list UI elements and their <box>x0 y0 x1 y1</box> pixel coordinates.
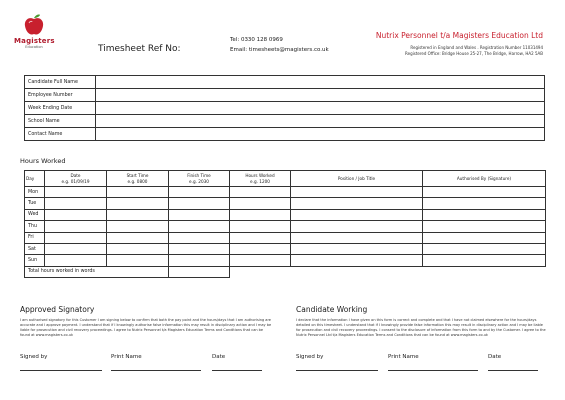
hours-entry-cell[interactable] <box>291 221 423 232</box>
hours-entry-cell[interactable] <box>230 187 291 198</box>
employee-number-field[interactable] <box>96 89 545 102</box>
total-hours-label: Total hours worked in words <box>25 266 169 277</box>
hours-entry-cell[interactable] <box>423 209 546 220</box>
total-hours-row <box>25 266 546 277</box>
candidate-signature-line[interactable] <box>296 370 378 371</box>
hours-column-header: Date e.g. 01/09/19 <box>45 171 107 187</box>
apple-icon <box>24 14 44 36</box>
approver-date-line[interactable] <box>212 370 262 371</box>
candidate-print-name-line[interactable] <box>388 370 478 371</box>
hours-entry-cell[interactable] <box>169 232 230 243</box>
approved-signatory-text: I am authorised signatory for this Customer I am signing below to confirm that both the pay point and the hours/days that I am authorising are accurate and I approve payment. I understand that if I knowingly authorise false information this may result in disciplinary action and I may be liable for prosecution and civil recovery proceedings. I agree to Nutrix Personnel t/a Magisters Education Terms and Conditions that can be found at www.magisters.co.uk <box>20 318 272 338</box>
table-row <box>25 255 546 266</box>
approver-signed-by-label: Signed by <box>20 354 48 360</box>
hours-entry-cell[interactable] <box>230 209 291 220</box>
hours-entry-cell[interactable] <box>45 209 107 220</box>
hours-entry-cell[interactable] <box>107 232 169 243</box>
hours-entry-cell[interactable] <box>45 221 107 232</box>
brand-name: Magisters <box>14 37 55 45</box>
hours-entry-cell[interactable] <box>169 198 230 209</box>
registered-office: Registered Office: Bridge House 25-27, The Bridge, Harrow, HA2 5AB <box>405 51 543 56</box>
hours-entry-cell[interactable] <box>107 243 169 254</box>
table-row <box>25 198 546 209</box>
hours-entry-cell[interactable] <box>45 255 107 266</box>
timesheet-ref-label: Timesheet Ref No: <box>98 44 181 54</box>
details-row <box>25 128 545 141</box>
hours-column-header: Day <box>25 171 45 187</box>
candidate-date-line[interactable] <box>488 370 538 371</box>
details-row <box>25 115 545 128</box>
details-row <box>25 102 545 115</box>
hours-entry-cell[interactable] <box>169 221 230 232</box>
hours-entry-cell[interactable] <box>230 198 291 209</box>
candidate-working-title: Candidate Working <box>296 305 368 314</box>
hours-entry-cell[interactable] <box>423 255 546 266</box>
day-label: Wed <box>25 209 45 220</box>
table-row <box>25 187 546 198</box>
hours-entry-cell[interactable] <box>107 255 169 266</box>
hours-column-header: Position / Job Title <box>291 171 423 187</box>
registration-info: Registered in England and Wales . Registration Number 11031494 <box>410 45 543 50</box>
approver-date-label: Date <box>212 354 226 360</box>
company-name: Nutrix Personnel t/a Magisters Education Ltd <box>375 31 543 40</box>
hours-entry-cell[interactable] <box>107 209 169 220</box>
hours-entry-cell[interactable] <box>45 198 107 209</box>
hours-column-header: Authorised By (Signature) <box>423 171 546 187</box>
hours-column-header: Start Time e.g. 0800 <box>107 171 169 187</box>
hours-entry-cell[interactable] <box>291 255 423 266</box>
day-label: Tue <box>25 198 45 209</box>
hours-entry-cell[interactable] <box>169 243 230 254</box>
details-label: School Name <box>25 115 96 128</box>
hours-entry-cell[interactable] <box>423 221 546 232</box>
hours-entry-cell[interactable] <box>107 187 169 198</box>
approver-print-name-line[interactable] <box>111 370 201 371</box>
candidate-working-text: I declare that the information I have given on this form is correct and complete and that I have not claimed elsewhere for the hours/days detailed on this timesheet. I understand that if I knowingly provide false information this may result in disciplinary action and I may be liable for prosecution and civil recovery proceedings. I consent to the disclosure of information from this form to and by the Customer. I agree to the Nutrix Personnel Ltd t/a Magisters Education Terms and Conditions that can be found at www.magisters.co.uk <box>296 318 546 338</box>
details-label: Contact Name <box>25 128 96 141</box>
hours-entry-cell[interactable] <box>230 243 291 254</box>
details-label: Week Ending Date <box>25 102 96 115</box>
email-address[interactable]: Email: timesheets@magisters.co.uk <box>230 47 329 53</box>
hours-header-row <box>25 171 546 187</box>
hours-entry-cell[interactable] <box>169 187 230 198</box>
hours-entry-cell[interactable] <box>107 221 169 232</box>
details-row <box>25 89 545 102</box>
hours-entry-cell[interactable] <box>45 232 107 243</box>
candidate-print-name-label: Print Name <box>388 354 419 360</box>
approved-signatory-title: Approved Signatory <box>20 305 95 314</box>
candidate-details-table <box>24 75 545 141</box>
contact-name-field[interactable] <box>96 128 545 141</box>
day-label: Fri <box>25 232 45 243</box>
table-row <box>25 232 546 243</box>
day-label: Sun <box>25 255 45 266</box>
approver-print-name-label: Print Name <box>111 354 142 360</box>
hours-column-header: Hours Worked e.g. 1200 <box>230 171 291 187</box>
hours-entry-cell[interactable] <box>291 187 423 198</box>
total-hours-field[interactable] <box>169 266 230 277</box>
hours-worked-title: Hours Worked <box>20 157 66 165</box>
hours-entry-cell[interactable] <box>107 198 169 209</box>
hours-entry-cell[interactable] <box>291 209 423 220</box>
hours-worked-table <box>24 170 546 278</box>
hours-entry-cell[interactable] <box>291 198 423 209</box>
hours-entry-cell[interactable] <box>45 187 107 198</box>
hours-entry-cell[interactable] <box>423 198 546 209</box>
day-label: Thu <box>25 221 45 232</box>
table-row <box>25 209 546 220</box>
hours-entry-cell[interactable] <box>291 232 423 243</box>
candidate-date-label: Date <box>488 354 502 360</box>
table-row <box>25 221 546 232</box>
hours-entry-cell[interactable] <box>169 255 230 266</box>
table-row <box>25 243 546 254</box>
hours-entry-cell[interactable] <box>423 187 546 198</box>
hours-entry-cell[interactable] <box>230 255 291 266</box>
hours-entry-cell[interactable] <box>169 209 230 220</box>
approver-signature-line[interactable] <box>20 370 102 371</box>
hours-entry-cell[interactable] <box>423 243 546 254</box>
hours-entry-cell[interactable] <box>230 221 291 232</box>
brand-subtitle: Education <box>25 45 43 49</box>
hours-column-header: Finish Time e.g. 2030 <box>169 171 230 187</box>
hours-entry-cell[interactable] <box>291 243 423 254</box>
details-row <box>25 76 545 89</box>
week-ending-field[interactable] <box>96 102 545 115</box>
details-label: Candidate Full Name <box>25 76 96 89</box>
telephone: Tel: 0330 128 0969 <box>230 37 283 43</box>
school-name-field[interactable] <box>96 115 545 128</box>
magisters-logo <box>14 14 54 49</box>
day-label: Mon <box>25 187 45 198</box>
details-label: Employee Number <box>25 89 96 102</box>
candidate-name-field[interactable] <box>96 76 545 89</box>
day-label: Sat <box>25 243 45 254</box>
hours-entry-cell[interactable] <box>230 232 291 243</box>
hours-entry-cell[interactable] <box>45 243 107 254</box>
hours-entry-cell[interactable] <box>423 232 546 243</box>
candidate-signed-by-label: Signed by <box>296 354 324 360</box>
